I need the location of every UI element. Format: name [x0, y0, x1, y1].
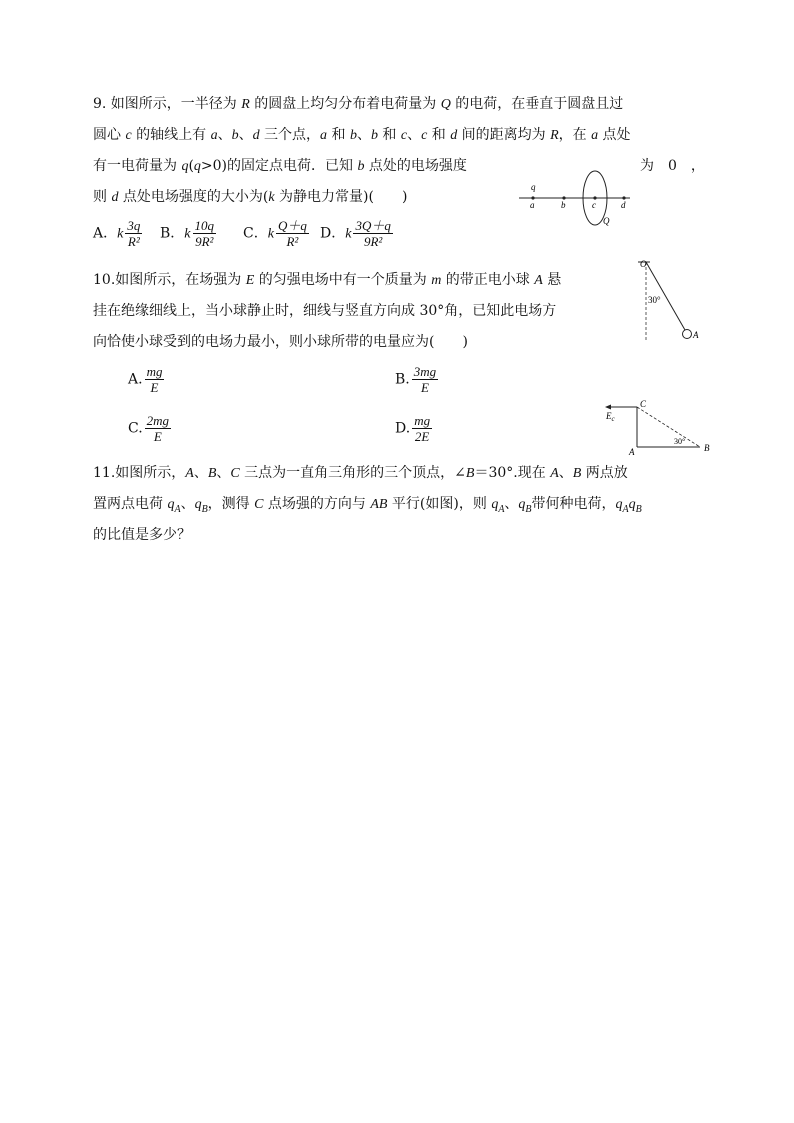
numerator: 3Q＋q [355, 218, 391, 233]
arrowhead-icon [605, 405, 611, 410]
var-q: q [194, 497, 202, 512]
text: 两点放 [581, 465, 628, 481]
text: 则 [93, 189, 112, 205]
q10-option-b [395, 364, 440, 395]
option-label: C. [128, 420, 143, 437]
q10-option-c [128, 413, 173, 444]
text: 、 [216, 465, 231, 481]
text: 、 [180, 496, 195, 512]
text: 间的距离均为 [457, 127, 551, 143]
q10-line-2: 挂在绝缘细线上，当小球静止时，细线与竖直方向成 30°角，已知此电场方 [93, 303, 557, 319]
var-a: a [591, 128, 599, 143]
denominator: R² [127, 234, 140, 249]
fraction [353, 218, 392, 249]
q10-option-d [395, 413, 434, 444]
subscript-A: A [174, 503, 181, 515]
var-AB: AB [370, 497, 388, 512]
var-R: R [550, 128, 559, 143]
var-a: a [320, 128, 328, 143]
q9-option-c [243, 218, 311, 249]
side-CB-dashed [637, 407, 700, 447]
q11-triangle-diagram [600, 395, 730, 460]
var-b: b [231, 128, 239, 143]
q9-line-2 [93, 125, 631, 146]
text: 三点为一直角三角形的三个顶点，∠ [239, 465, 466, 481]
var-k: k [268, 190, 275, 205]
text: 、 [238, 127, 253, 143]
numerator: 10q [194, 218, 215, 233]
option-label: A． [93, 225, 118, 242]
subscript-A: A [622, 503, 629, 515]
label-O: O [640, 259, 647, 269]
q9-line-1 [93, 94, 623, 115]
label-angle: 30° [648, 295, 661, 305]
denominator: 9R² [195, 234, 214, 249]
var-b: b [357, 159, 365, 174]
var-A: A [550, 466, 559, 481]
var-q: q [518, 497, 526, 512]
q9-option-a [93, 218, 144, 249]
text: 10.如图所示，在场强为 [93, 272, 246, 288]
denominator: R² [286, 234, 299, 249]
var-A: A [534, 273, 543, 288]
subscript-B: B [635, 503, 642, 515]
label-A: A [693, 330, 699, 340]
q10-line-3: 向恰使小球受到的电场力最小，则小球所带的电量应为( ) [93, 334, 468, 350]
var-c: c [125, 128, 132, 143]
text: 的轴线上有 [131, 127, 211, 143]
subscript-A: A [498, 503, 505, 515]
q10-line-1 [93, 270, 561, 291]
var-a: a [210, 128, 218, 143]
numerator: 2mg [146, 413, 170, 428]
denominator: 2E [414, 429, 430, 444]
var-q: q [181, 159, 189, 174]
option-label: D. [395, 420, 411, 437]
var-c: c [400, 128, 408, 143]
var-R: R [241, 97, 250, 112]
numerator: 3mg [413, 364, 437, 379]
text: 为静电力常量)( ) [274, 189, 408, 205]
text: 的匀强电场中有一个质量为 [254, 272, 432, 288]
denominator: 9R² [363, 234, 383, 249]
text: 点处的电场强度 [364, 158, 467, 174]
label-a: a [530, 200, 535, 210]
var-d: d [111, 190, 119, 205]
var-C: C [230, 466, 240, 481]
var-b: b [349, 128, 357, 143]
numerator: Q＋q [277, 218, 307, 233]
subscript-B: B [201, 503, 208, 515]
text: 、 [407, 127, 422, 143]
var-m: m [431, 273, 442, 288]
label-angle: 30° [674, 437, 686, 446]
numerator: mg [414, 413, 431, 428]
text: 点处电场强度的大小为( [118, 189, 269, 205]
text: 平行(如图)，则 [387, 496, 492, 512]
text: 、 [558, 465, 573, 481]
text: 和 [377, 127, 401, 143]
numerator: 3q [127, 218, 141, 233]
var-B: B [207, 466, 217, 481]
text: 的带正电小球 [441, 272, 535, 288]
q9-option-d [320, 218, 395, 249]
text: ，在 [558, 127, 592, 143]
text: ＝30°.现在 [474, 465, 551, 481]
q9-line-4 [93, 187, 407, 208]
option-label: B. [395, 371, 410, 388]
var-q: q [167, 497, 175, 512]
var-d: d [252, 128, 260, 143]
label-d: d [621, 200, 626, 210]
text: 置两点电荷 [93, 496, 168, 512]
text: 的电荷，在垂直于圆盘且过 [450, 96, 624, 112]
var-E: E [245, 273, 255, 288]
text: 带何种电荷， [531, 496, 616, 512]
fraction [276, 218, 309, 249]
label-C: C [640, 399, 647, 409]
var-B: B [465, 466, 475, 481]
text: >0)的固定点电荷．已知 [200, 158, 358, 174]
text: 、 [217, 127, 232, 143]
var-q: q [491, 497, 499, 512]
label-Q: Q [603, 216, 610, 226]
text: 、 [193, 465, 208, 481]
q10-pendulum-diagram [632, 256, 712, 346]
text: 点处 [598, 127, 631, 143]
text: 、 [356, 127, 371, 143]
text: ( [188, 158, 194, 174]
label-B: B [704, 443, 710, 453]
denominator: E [153, 429, 162, 444]
var-k: k [345, 226, 352, 242]
q9-option-b [160, 218, 218, 249]
fraction [412, 364, 438, 395]
numerator: mg [146, 364, 163, 379]
label-b: b [561, 200, 566, 210]
text: 点场强的方向与 [263, 496, 371, 512]
option-label: A. [128, 371, 143, 388]
label-A: A [629, 447, 635, 457]
fraction [125, 218, 142, 249]
text: 为 0 ， [640, 158, 705, 174]
ball-A [683, 330, 692, 339]
text: 悬 [542, 272, 562, 288]
var-k: k [184, 226, 191, 242]
var-c: c [421, 128, 428, 143]
q11-line-3: 的比值是多少？ [93, 527, 191, 543]
var-Q: Q [440, 97, 451, 112]
label-E: E [606, 411, 612, 421]
var-k: k [117, 226, 124, 242]
q10-option-a [128, 364, 166, 395]
label-c-sub: c [611, 415, 615, 423]
text: 三个点， [259, 127, 321, 143]
q9-line-3 [93, 156, 467, 177]
fraction [145, 364, 165, 395]
q9-disk-diagram [515, 168, 635, 230]
fraction [145, 413, 171, 444]
q9-line-3-tail [640, 156, 705, 176]
var-q: q [615, 497, 623, 512]
q11-line-1 [93, 463, 628, 484]
fraction [412, 413, 432, 444]
text: 和 [327, 127, 350, 143]
fraction [193, 218, 217, 249]
option-label: B． [160, 225, 185, 242]
option-label: D． [320, 225, 346, 242]
text: ，测得 [207, 496, 255, 512]
var-q: q [193, 159, 201, 174]
var-B: B [572, 466, 582, 481]
text: 有一电荷量为 [93, 158, 182, 174]
var-k: k [267, 226, 274, 242]
denominator: E [150, 380, 159, 395]
var-A: A [185, 466, 194, 481]
text: 9. 如图所示，一半径为 [93, 96, 242, 112]
var-d: d [450, 128, 458, 143]
subscript-B: B [525, 503, 532, 515]
text: 和 [427, 127, 451, 143]
text: 、 [504, 496, 519, 512]
q11-line-2 [93, 494, 642, 520]
text: 的圆盘上均匀分布着电荷量为 [249, 96, 441, 112]
label-q: q [531, 182, 536, 192]
text: 圆心 [93, 127, 126, 143]
label-c: c [592, 200, 596, 210]
option-label: C． [243, 225, 268, 242]
denominator: E [420, 380, 429, 395]
var-b: b [370, 128, 378, 143]
text: 11.如图所示， [93, 465, 186, 481]
label-Ec [605, 411, 616, 423]
var-C: C [254, 497, 264, 512]
var-q: q [628, 497, 636, 512]
